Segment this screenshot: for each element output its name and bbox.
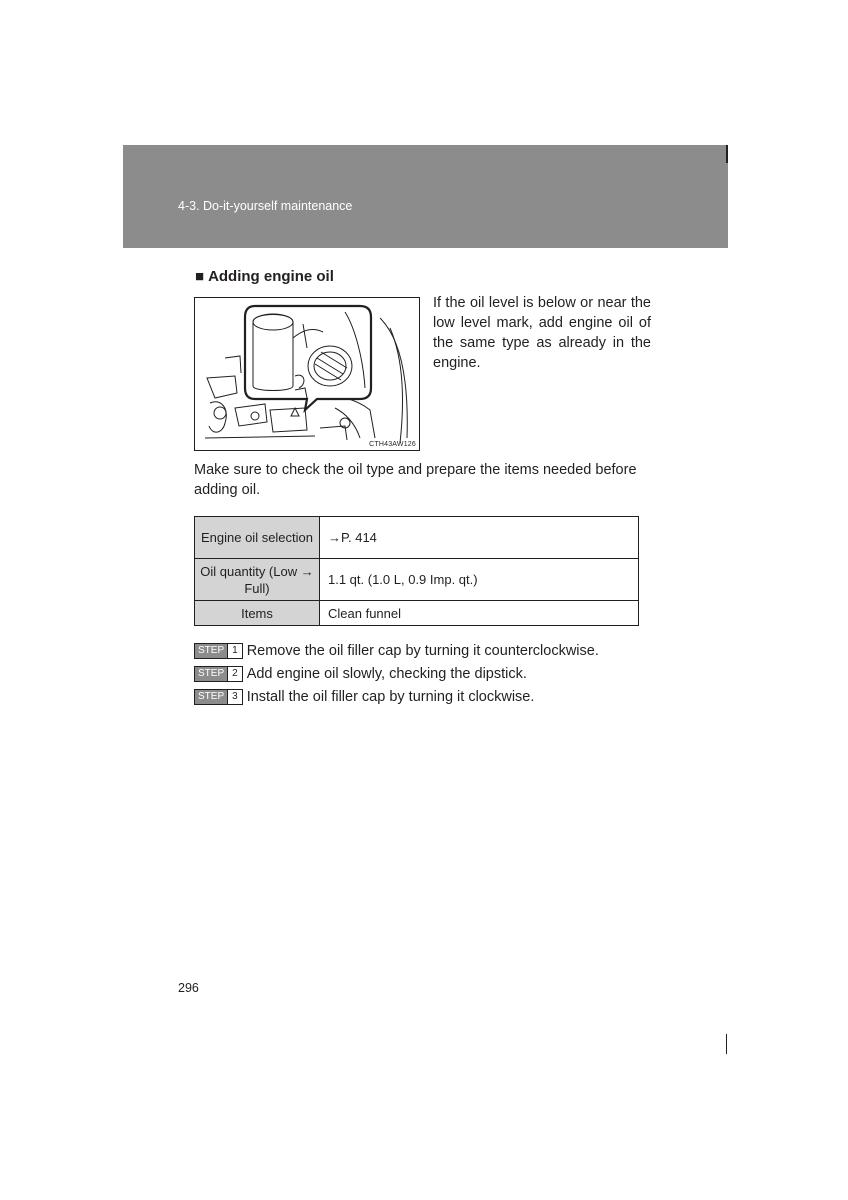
- intro-paragraph: Make sure to check the oil type and prepare the items needed before adding oil.: [194, 462, 637, 498]
- step-text: Remove the oil filler cap by turning it counterclockwise.: [246, 642, 599, 659]
- table-value-cell: →P. 414: [320, 517, 639, 559]
- step-badge-label: STEP: [195, 667, 227, 681]
- step-badge: [194, 689, 243, 705]
- engine-bay-illustration: [195, 298, 420, 451]
- step-badge-label: STEP: [195, 690, 227, 704]
- heading-square-icon: ■: [195, 268, 205, 285]
- step-number: 3: [227, 690, 242, 704]
- step-item: [194, 685, 599, 708]
- section-breadcrumb: 4-3. Do-it-yourself maintenance: [178, 199, 353, 213]
- heading-title: Adding engine oil: [208, 268, 334, 285]
- step-badge: [194, 666, 243, 682]
- section-heading: [195, 268, 334, 285]
- step-item: [194, 662, 599, 685]
- step-item: [194, 639, 599, 662]
- engine-oil-figure: [194, 297, 420, 451]
- step-badge: [194, 643, 243, 659]
- table-row: [195, 517, 639, 559]
- step-badge-label: STEP: [195, 644, 227, 658]
- step-text: Add engine oil slowly, checking the dipstick.: [246, 665, 527, 682]
- step-list: [194, 639, 599, 708]
- table-label-cell: Oil quantity (Low → Full): [195, 559, 320, 601]
- figure-code: CTH43AW126: [369, 441, 416, 448]
- instruction-paragraph: If the oil level is below or near the low level mark, add engine oil of the same type as already in the engine.: [433, 295, 651, 371]
- chapter-header-band: [123, 145, 728, 248]
- table-row: [195, 601, 639, 626]
- page-edge-mark: [726, 1034, 727, 1054]
- step-number: 1: [227, 644, 242, 658]
- step-number: 2: [227, 667, 242, 681]
- header-edge-mark: [726, 145, 728, 163]
- oil-spec-table: [194, 516, 639, 626]
- step-text: Install the oil filler cap by turning it clockwise.: [246, 688, 535, 705]
- table-value-cell: 1.1 qt. (1.0 L, 0.9 Imp. qt.): [320, 559, 639, 601]
- page-number: 296: [178, 981, 199, 995]
- table-label-cell: Engine oil selection: [195, 517, 320, 559]
- table-value-cell: Clean funnel: [320, 601, 639, 626]
- table-label-cell: Items: [195, 601, 320, 626]
- table-row: [195, 559, 639, 601]
